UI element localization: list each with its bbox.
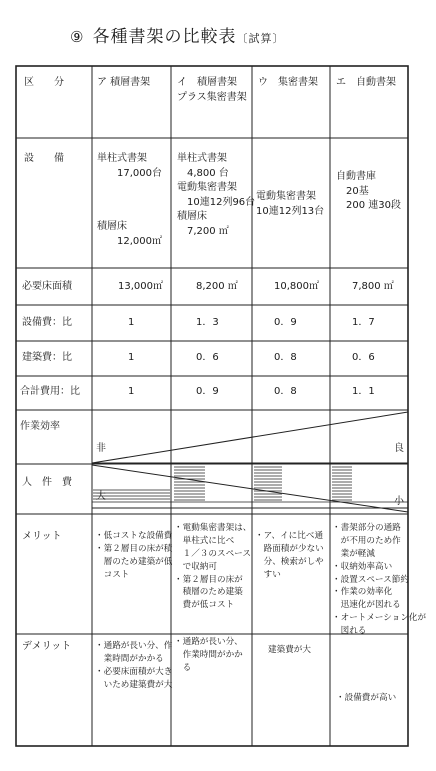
demerit-col-b: ・通路が長い分、 作業時間がかか る: [174, 637, 243, 673]
labor-hatch-d: [332, 467, 352, 500]
row-build-cost-c: 0．8: [274, 352, 297, 363]
title-suffix: 〔試算〕: [236, 32, 285, 45]
row-equip-cost-c: 0．9: [274, 317, 297, 328]
row-build-cost-d: 0．6: [352, 352, 375, 363]
row-total-cost-a: 1: [128, 386, 135, 397]
efficiency-label: 作業効率: [20, 421, 60, 432]
demerit-col-a: ・通路が長い分、作 業時間がかかる ・必要床面積が大き いため建築費が大: [95, 641, 173, 690]
demerit-label: デメリット: [22, 641, 72, 652]
header-col-d: エ 自動書架: [336, 77, 396, 88]
labor-hatch-c: [254, 467, 282, 500]
row-build-cost-a: 1: [128, 352, 135, 363]
merit-label: メリット: [22, 531, 62, 542]
equipment-col-a-top: 単柱式書架 17,000台: [97, 153, 162, 179]
row-floor-label: 必要床面積: [22, 281, 72, 292]
row-build-cost-b: 0．6: [196, 352, 219, 363]
labor-label: 人 件 費: [22, 477, 72, 488]
row-floor-a: 13,000㎡: [118, 281, 163, 292]
equipment-col-a-bottom: 積層床 12,000㎡: [97, 221, 162, 247]
header-col-b: イ 積層書架 プラス集密書架: [177, 77, 247, 103]
row-floor-d: 7,800 ㎡: [352, 281, 394, 292]
row-total-cost-b: 0．9: [196, 386, 219, 397]
demerit-col-c: 建築費が大: [268, 645, 311, 655]
row-total-cost-label: 合計費用：比: [20, 386, 80, 397]
title-number: ⑨: [70, 28, 85, 46]
equipment-label: 設 備: [24, 153, 64, 164]
equipment-col-b: 単柱式書架 4,800 台 電動集密書架 10連12列96台 積層床 7,200 ㎡: [177, 153, 256, 237]
equipment-col-d: 自動書庫 20基 200 連30段: [336, 171, 401, 211]
efficiency-high: 良: [394, 443, 404, 454]
labor-band: [92, 465, 408, 512]
row-floor-c: 10,800㎡: [274, 281, 319, 292]
header-col-c: ウ 集密書架: [258, 77, 318, 88]
row-total-cost-d: 1．1: [352, 386, 375, 397]
merit-col-d: ・書架部分の通路 が不用のため作 業が軽減 ・収納効率高い ・設置スペース節約 ・作業の効率化 迅速化が図れる ・オートメーション化が 図れる: [332, 523, 427, 637]
demerit-col-d: ・設備費が高い: [336, 693, 397, 703]
row-equip-cost-label: 設備費：比: [22, 317, 72, 328]
row-floor-b: 8,200 ㎡: [196, 281, 238, 292]
header-label: 区 分: [24, 77, 64, 88]
efficiency-band: [92, 412, 408, 463]
row-equip-cost-a: 1: [128, 317, 135, 328]
title-main: 各種書架の比較表: [92, 27, 237, 47]
row-total-cost-c: 0．8: [274, 386, 297, 397]
row-equip-cost-b: 1．3: [196, 317, 219, 328]
equipment-col-c: 電動集密書架 10連12列13台: [256, 191, 325, 217]
merit-col-c: ・ア、イに比べ通 路面積が少ない 分、検索がしや すい: [255, 531, 324, 580]
merit-col-a: ・低コストな設備費 ・第２層目の床が積 層のため建築が低 コスト: [95, 531, 173, 580]
header-col-a: ア 積層書架: [97, 77, 151, 88]
labor-hatch-b: [174, 467, 205, 500]
row-build-cost-label: 建築費：比: [22, 352, 72, 363]
efficiency-low: 非: [96, 443, 106, 454]
row-equip-cost-d: 1．7: [352, 317, 375, 328]
merit-col-b: ・電動集密書架は、 単柱式に比べ １／３のスペース で収納可 ・第２層目の床が 積層のため建築 費が低コスト: [174, 523, 252, 611]
labor-low: 小: [394, 496, 404, 507]
labor-high: 大: [96, 491, 106, 502]
